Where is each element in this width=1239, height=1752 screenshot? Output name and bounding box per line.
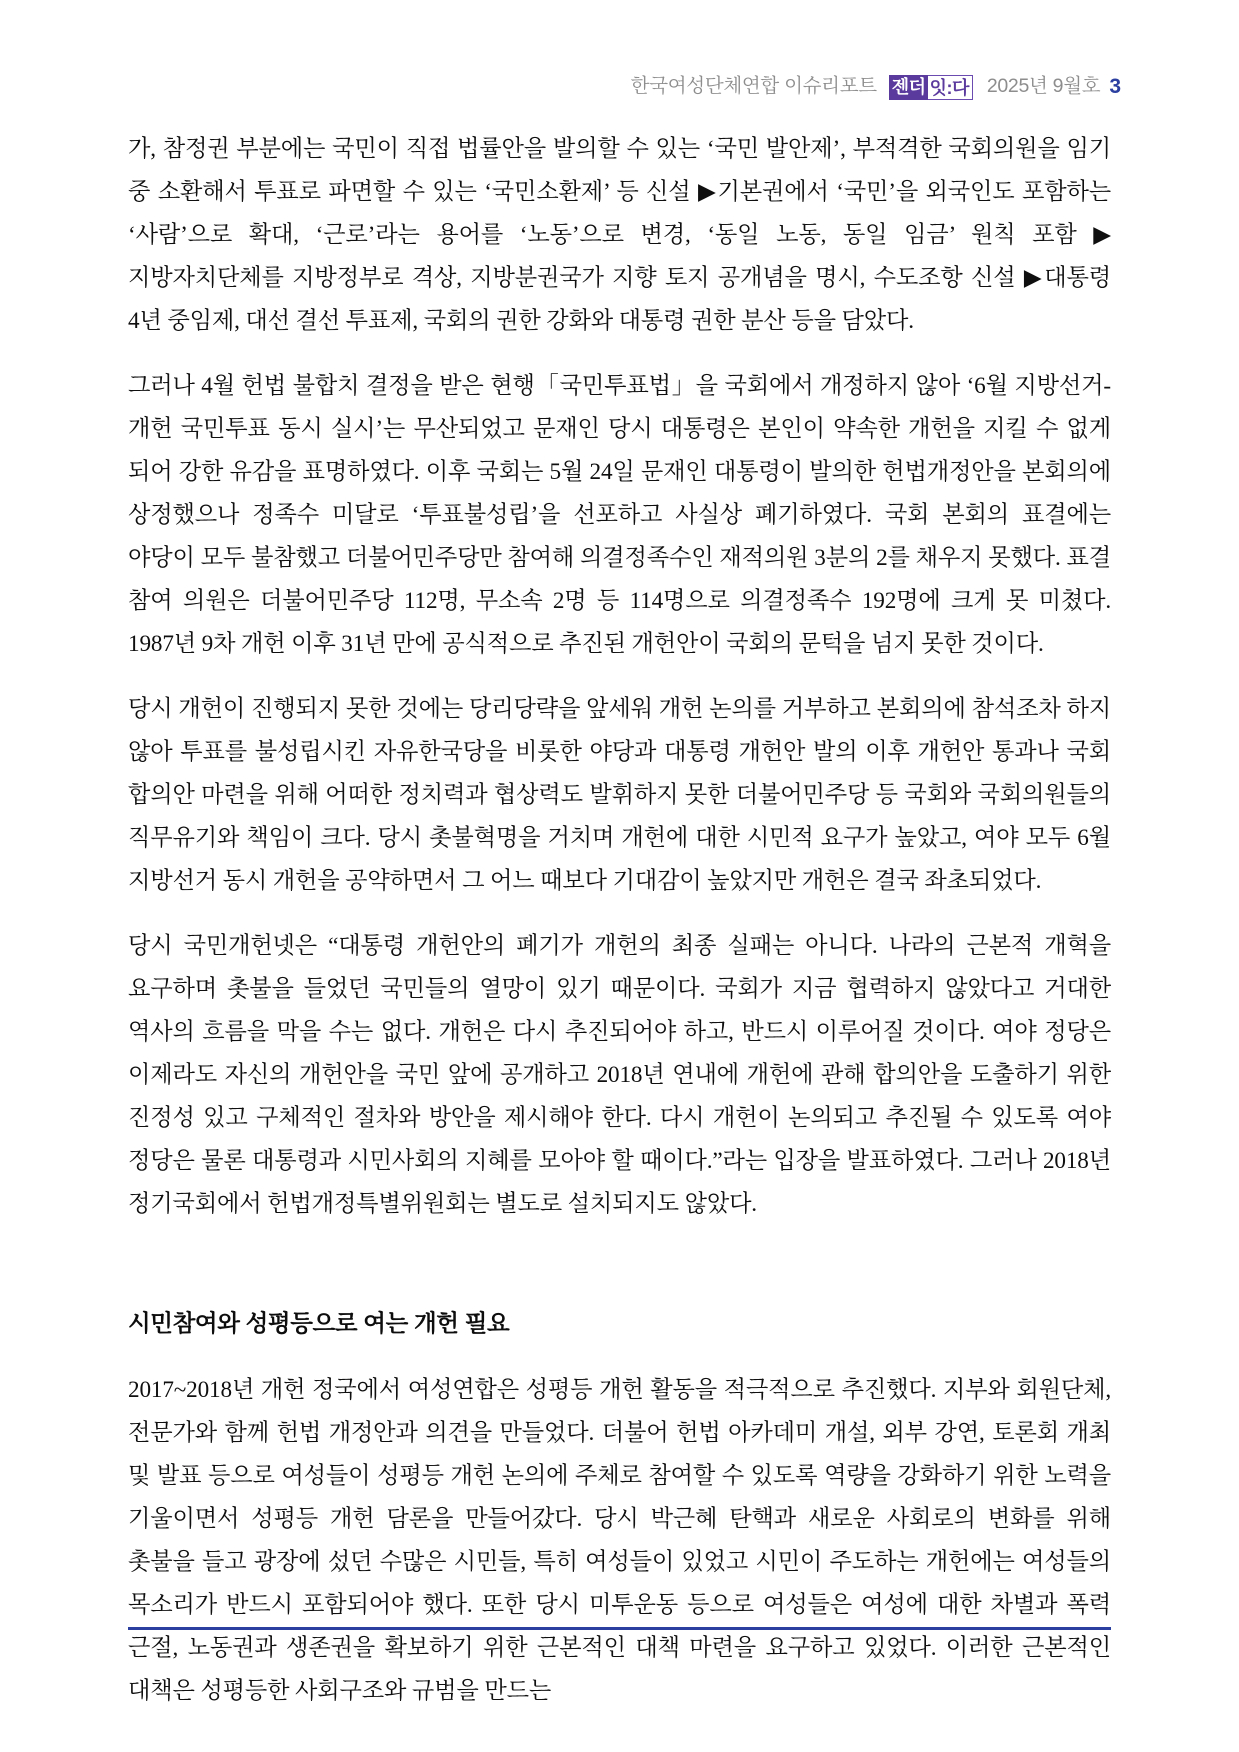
paragraph: 2017~2018년 개헌 정국에서 여성연합은 성평등 개헌 활동을 적극적으로 추진했다. 지부와 회원단체, 전문가와 함께 헌법 개정안과 의견을 만들었다. 더불어 헌법 아카데미 개설, 외부 강연, 토론회 개최 및 발표 등으로 여성들이 성평등 개헌 논의에 주체로 참여할 수 있도록 역량을 강화하기 위한 노력을 기울이면서 성평등 개헌 담론을 만들어갔다. 당시 박근혜 탄핵과 새로운 사회로의 변화를 위해 촛불을 들고 광장에 섰던 수많은 시민들, 특히 여성들이 있었고 시민이 주도하는 개헌에는 여성들의 목소리가 반드시 포함되어야 했다. 또한 당시 미투운동 등으로 여성들은 여성에 대한 차별과 폭력 근절, 노동권과 생존권을 확보하기 위한 근본적인 대책 마련을 요구하고 있었다. 이러한 근본적인 대책은 성평등한 사회구조와 규범을 만드는 [128,1376,1112,1704]
gender-itda-logo [889,75,973,100]
logo-filled-text: 젠더 [889,75,928,100]
section-heading: 시민참여와 성평등으로 여는 개헌 필요 [128,1310,510,1336]
issue-date: 2025년 9월호 [986,74,1101,97]
logo-outlined-text: 잇:다 [928,75,973,100]
body-text-column [128,128,1111,1713]
running-header [631,74,1121,99]
paragraph: 가, 참정권 부분에는 국민이 직접 법률안을 발의할 수 있는 ‘국민 발안제’, 부적격한 국회의원을 임기 중 소환해서 투표로 파면할 수 있는 ‘국민소환제’ 등 신설 ▶기본권에서 ‘국민’을 외국인도 포함하는 ‘사람’으로 확대, ‘근로’라는 용어를 ‘노동’으로 변경, ‘동일 노동, 동일 임금’ 원칙 포함 ▶지방자치단체를 지방정부로 격상, 지방분권국가 지향 토지 공개념을 명시, 수도조항 신설 ▶대통령 4년 중임제, 대선 결선 투표제, 국회의 권한 강화와 대통령 권한 분산 등을 담았다. [128,136,1111,334]
footer-divider [128,1627,1111,1630]
paragraph: 그러나 4월 헌법 불합치 결정을 받은 현행「국민투표법」을 국회에서 개정하지 않아 ‘6월 지방선거-개헌 국민투표 동시 실시’는 무산되었고 문재인 당시 대통령은 본인이 약속한 개헌을 지킬 수 없게 되어 강한 유감을 표명하였다. 이후 국회는 5월 24일 문재인 대통령이 발의한 헌법개정안을 본회의에 상정했으나 정족수 미달로 ‘투표불성립’을 선포하고 사실상 폐기하였다. 국회 본회의 표결에는 야당이 모두 불참했고 더불어민주당만 참여해 의결정족수인 재적의원 3분의 2를 채우지 못했다. 표결 참여 의원은 더불어민주당 112명, 무소속 2명 등 114명으로 의결정족수 192명에 크게 못 미쳤다. 1987년 9차 개헌 이후 31년 만에 공식적으로 추진된 개헌안이 국회의 문턱을 넘지 못한 것이다. [128,373,1111,657]
page-number: 3 [1109,75,1121,98]
paragraph: 당시 개헌이 진행되지 못한 것에는 당리당략을 앞세워 개헌 논의를 거부하고 본회의에 참석조차 하지 않아 투표를 불성립시킨 자유한국당을 비롯한 야당과 대통령 개헌안 발의 이후 개헌안 통과나 국회 합의안 마련을 위해 어떠한 정치력과 협상력도 발휘하지 못한 더불어민주당 등 국회와 국회의원들의 직무유기와 책임이 크다. 당시 촛불혁명을 거치며 개헌에 대한 시민적 요구가 높았고, 여야 모두 6월 지방선거 동시 개헌을 공약하면서 그 어느 때보다 기대감이 높았지만 개헌은 결국 좌초되었다. [128,696,1111,894]
heading-top-spacer [128,1248,1111,1308]
publication-name: 한국여성단체연합 이슈리포트 [630,74,877,97]
heading-bottom-spacer [128,1339,1111,1369]
paragraph: 당시 국민개헌넷은 “대통령 개헌안의 폐기가 개헌의 최종 실패는 아니다. 나라의 근본적 개혁을 요구하며 촛불을 들었던 국민들의 열망이 있기 때문이다. 국회가 지금 협력하지 않았다고 거대한 역사의 흐름을 막을 수는 없다. 개헌은 다시 추진되어야 하고, 반드시 이루어질 것이다. 여야 정당은 이제라도 자신의 개헌안을 국민 앞에 공개하고 2018년 연내에 개헌에 관해 합의안을 도출하기 위한 진정성 있고 구체적인 절차와 방안을 제시해야 한다. 다시 개헌이 논의되고 추진될 수 있도록 여야 정당은 물론 대통령과 시민사회의 지혜를 모아야 할 때이다.”라는 입장을 발표하였다. 그러나 2018년 정기국회에서 헌법개정특별위원회는 별도로 설치되지도 않았다. [128,933,1111,1217]
